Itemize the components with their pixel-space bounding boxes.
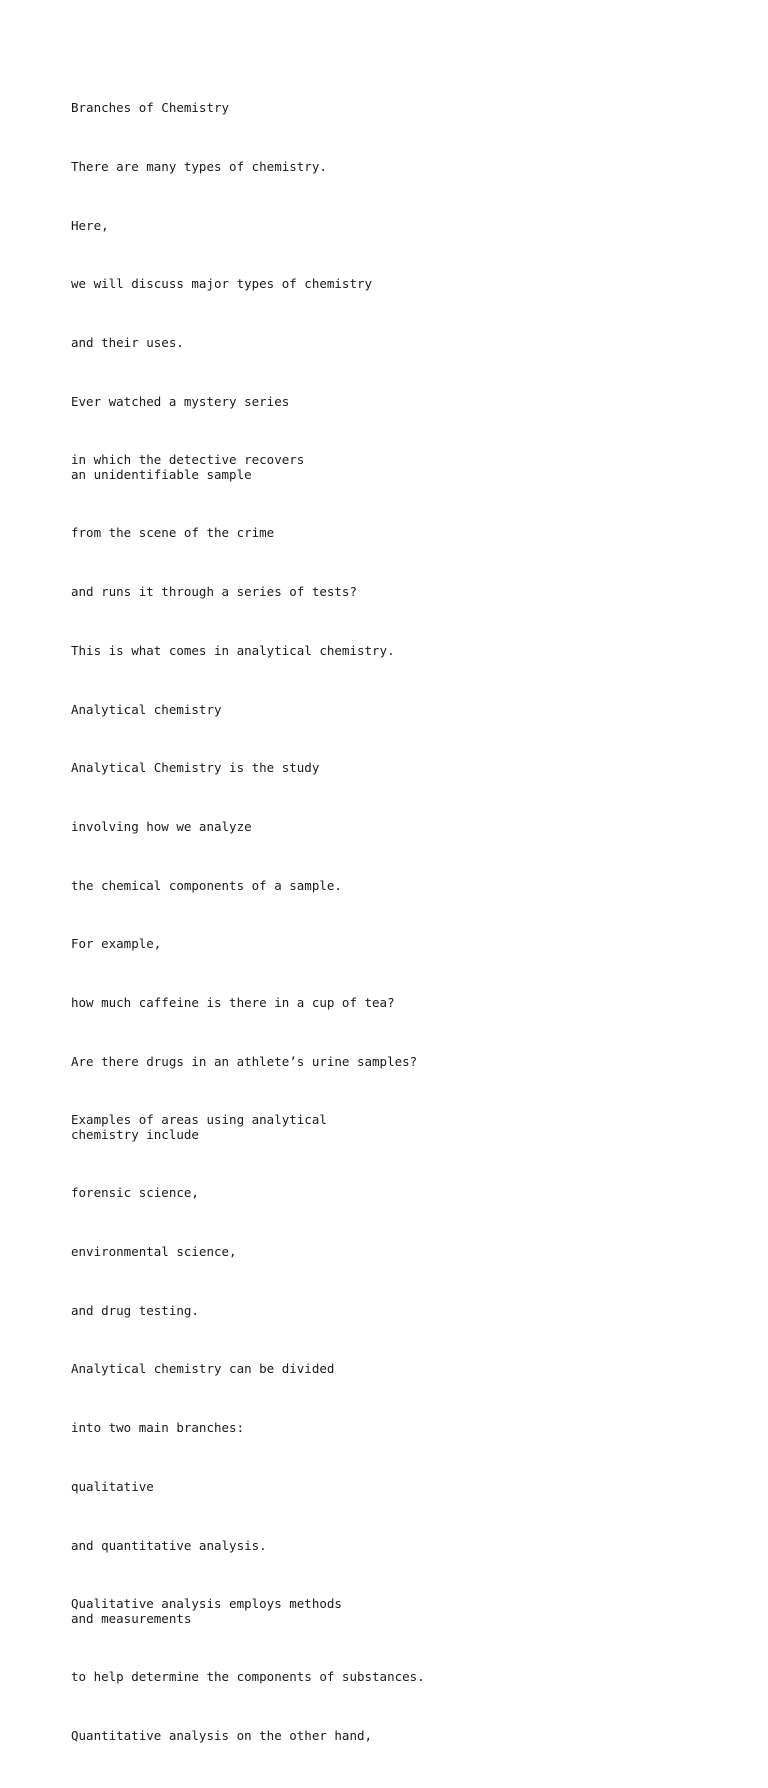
paragraph: and their uses. — [71, 334, 184, 350]
paragraph: Ever watched a mystery series — [71, 393, 290, 409]
paragraph: in which the detective recovers an unidentifiable sample — [71, 452, 305, 482]
paragraph: Analytical Chemistry is the study — [71, 760, 320, 776]
paragraph: we will discuss major types of chemistry — [71, 276, 373, 292]
paragraph: involving how we analyze — [71, 818, 252, 834]
paragraph: Analytical chemistry can be divided — [71, 1361, 335, 1377]
paragraph: Are there drugs in an athlete’s urine samples? — [71, 1053, 418, 1069]
paragraph: and runs it through a series of tests? — [71, 584, 357, 600]
paragraph: For example, — [71, 936, 162, 952]
paragraph: the chemical components of a sample. — [71, 877, 342, 893]
document-body — [71, 72, 731, 1788]
paragraph: This is what comes in analytical chemistry. — [71, 642, 395, 658]
paragraph: Qualitative analysis employs methods and measurements — [71, 1596, 342, 1626]
paragraph: and quantitative analysis. — [71, 1537, 267, 1553]
paragraph: Here, — [71, 217, 109, 233]
paragraph: to help determine the components of substances. — [71, 1669, 425, 1685]
section-heading: Analytical chemistry — [71, 701, 222, 717]
paragraph: Examples of areas using analytical chemistry include — [71, 1112, 327, 1142]
paragraph: qualitative — [71, 1478, 154, 1494]
paragraph: from the scene of the crime — [71, 525, 275, 541]
paragraph: environmental science, — [71, 1244, 237, 1260]
paragraph: and drug testing. — [71, 1302, 199, 1318]
paragraph: Quantitative analysis on the other hand, — [71, 1728, 373, 1744]
paragraph: how much caffeine is there in a cup of tea? — [71, 994, 395, 1010]
paragraph: There are many types of chemistry. — [71, 158, 327, 174]
paragraph: forensic science, — [71, 1185, 199, 1201]
document-title: Branches of Chemistry — [71, 100, 230, 116]
paragraph: into two main branches: — [71, 1420, 245, 1436]
